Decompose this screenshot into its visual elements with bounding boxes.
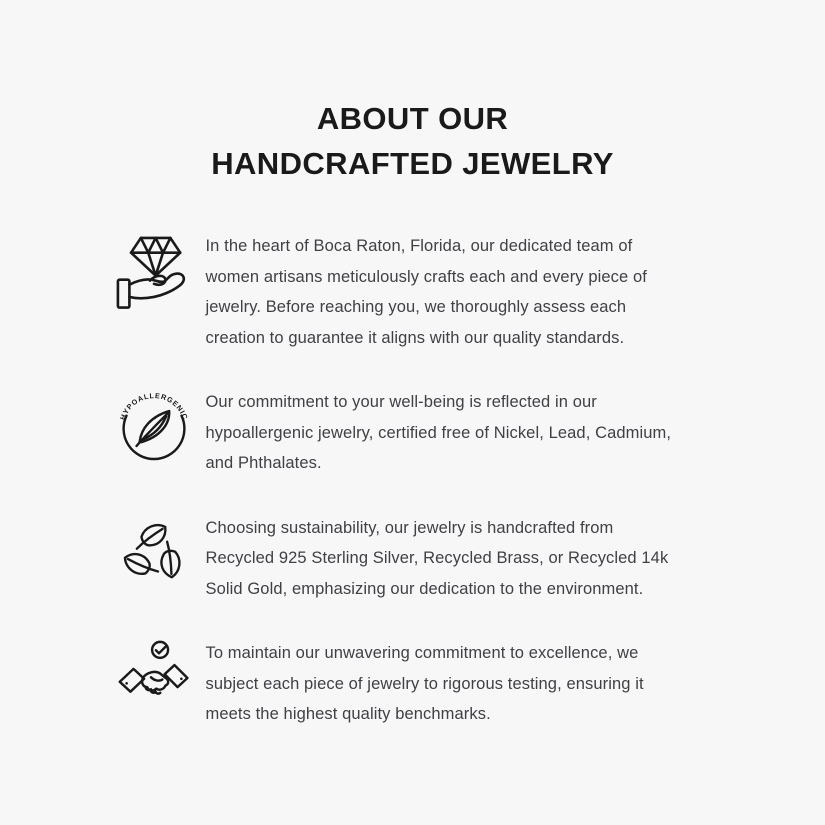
feature-text-hypoallergenic xyxy=(206,387,672,479)
feature-row-quality xyxy=(103,638,723,730)
about-jewelry-section xyxy=(103,0,723,730)
handshake-check-icon xyxy=(103,638,206,716)
feature-text-line: meets the highest quality benchmarks. xyxy=(205,705,491,723)
feature-text-line: Recycled 925 Sterling Silver, Recycled Brass, or Recycled 14k xyxy=(205,549,669,567)
feature-text-line: jewelry. Before reaching you, we thoroughly assess each xyxy=(205,298,627,316)
feature-text-line: and Phthalates. xyxy=(205,454,322,472)
feature-text-quality xyxy=(206,638,644,730)
feature-text-line: Our commitment to your well-being is reflected in our xyxy=(205,393,597,411)
feature-text-line: Choosing sustainability, our jewelry is handcrafted from xyxy=(205,518,614,537)
feature-row-handcrafted xyxy=(103,231,723,353)
feature-row-hypoallergenic xyxy=(103,387,723,479)
recycled-leaves-icon xyxy=(103,513,206,585)
page-title-line2: HANDCRAFTED JEWELRY xyxy=(211,146,614,181)
feature-text-recycled xyxy=(206,513,669,605)
feature-text-line: hypoallergenic jewelry, certified free of Nickel, Lead, Cadmium, xyxy=(205,423,672,442)
feature-text-line: Solid Gold, emphasizing our dedication to the environment. xyxy=(205,579,644,598)
feature-row-recycled xyxy=(103,513,723,605)
page-title xyxy=(103,96,723,186)
svg-text:HYPOALLERGENIC: HYPOALLERGENIC xyxy=(117,391,191,422)
feature-text-line: To maintain our unwavering commitment to excellence, we xyxy=(205,644,639,662)
feature-text-line: In the heart of Boca Raton, Florida, our dedicated team of xyxy=(205,237,633,255)
feature-text-line: creation to guarantee it aligns with our quality standards. xyxy=(205,328,625,347)
page-title-line1: ABOUT OUR xyxy=(316,101,509,136)
hypoallergenic-badge-icon xyxy=(103,387,206,465)
feature-text-line: subject each piece of jewelry to rigorous testing, ensuring it xyxy=(205,674,644,693)
hand-presenting-diamond-icon xyxy=(103,231,206,315)
feature-text-line: women artisans meticulously crafts each and every piece of xyxy=(205,267,647,286)
feature-text-handcrafted xyxy=(206,231,647,353)
